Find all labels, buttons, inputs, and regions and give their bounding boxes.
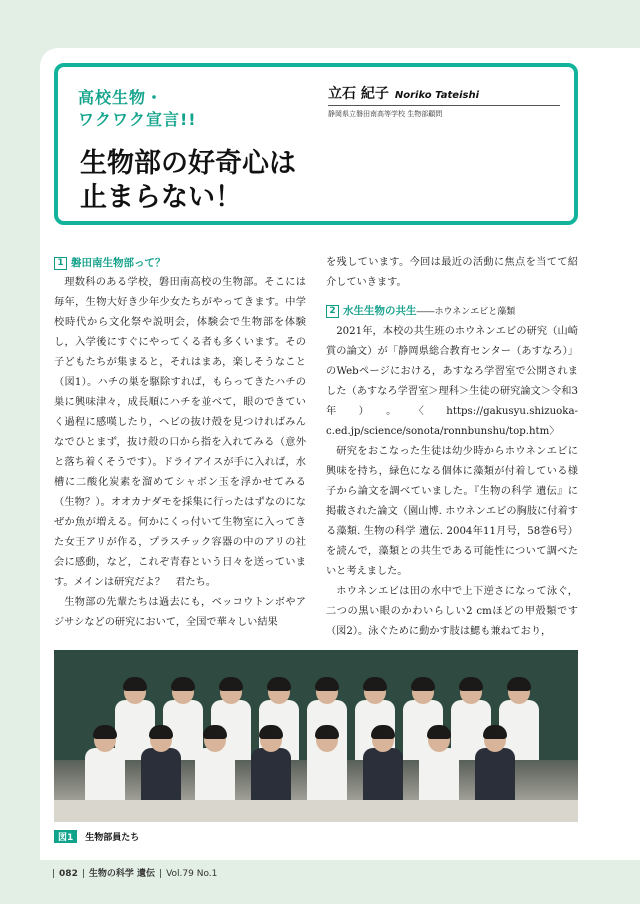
author-name [328,83,560,106]
member-hair [363,677,387,691]
member-hair [171,677,195,691]
text-column-right [326,253,578,642]
member-figure [419,748,459,808]
member-figure [85,748,125,808]
member-hair [411,677,435,691]
footer-separator: | [81,869,85,879]
figure-caption-text: 生物部員たち [85,833,140,843]
member-figure [363,748,403,808]
footer-separator: | [52,869,56,879]
member-hair [149,725,173,739]
series-title-line-2: ワクワク宣言!! [78,110,197,129]
section-1-continuation: を残しています。今回は最近の活動に焦点を当てて紹介していきます。 [326,257,578,288]
article-title [80,147,296,215]
author-affiliation: 静岡県立磐田南高等学校 生物部顧問 [328,110,443,118]
author-name-jp: 立石 紀子 [328,86,389,102]
author-name-roman: Noriko Tateishi [394,90,479,101]
section-1-paragraph: 生物部の先輩たちは過去にも，ベッコウトンボやアジサシなどの研究において，全国で華々しい結果 [54,597,306,628]
member-figure [195,748,235,808]
member-hair [483,725,507,739]
text-column-left [54,253,306,633]
section-2-paragraph: 2021年，本校の共生班のホウネンエビの研究（山崎賞の論文）が「静岡県総合教育センター（あすなろ）」のWebページにおける，あすなろ学習室で公開されました（あすなろ学習室＞理科＞生徒の研究論文＞令和3年）。〈https://gakusyu.shizuoka-c.ed.jp/science/sonota/ronnbunshu/top.htm〉 [326,326,578,437]
member-hair [267,677,291,691]
article-title-line-1: 生物部の好奇心は [80,148,296,179]
group-photo [54,650,578,822]
member-hair [123,677,147,691]
member-figure [251,748,291,808]
section-2-title: 水生生物の共生 [343,305,417,317]
member-figure [307,748,347,808]
article-title-line-2: 止まらない！ [80,182,242,213]
page-footer [52,866,221,879]
section-1-heading [54,253,306,273]
section-2-heading [326,301,578,322]
footer-separator: | [159,869,163,879]
section-2-paragraph: ホウネンエビは田の水中で上下逆さになって泳ぐ，二つの黒い眼のかわいらしい2 cmほどの甲殻類です（図2）。泳ぐために動かす肢は鰓も兼ねており， [326,586,578,637]
section-1-title: 磐田南生物部って？ [71,257,166,269]
section-1-paragraph: 理数科のある学校，磐田南高校の生物部。そこには毎年，生物大好き少年少女たちがやってきます。中学校時代から文化祭や説明会，体験会で生物部を体験し，入学後にすぐにやってくる者も多くいます。その子どもたちが集まると，それはまあ，楽しそうなこと（図1）。ハチの巣を駆除すれば，もらってきたハチの巣に興味津々，成長順にハチを並べて，眼のできていく過程に感嘆したり，ヘビの抜け殻を見つければみんなでひとまず，抜け殻の口から指を入れてみる（意外と落ち着くそうです）。ドライアイスが手に入れば，水槽に二酸化炭素を溜めてシャボン玉を浮かせてみる（生物？）。オオカナダモを採集に行ったはずなのになぜか魚が増える。何かにくっ付いて生物室に入ってきた女王アリが作る，プラスチック容器の中のアリの社会に感動，など，これぞ青春という日々を送っています。メインは研究だよ？ 君たち。 [54,277,306,588]
figure-label: 図1 [54,830,77,843]
member-hair [507,677,531,691]
section-2-subtitle: ――ホウネンエビと藻類 [416,307,516,317]
member-hair [93,725,117,739]
lab-table [54,800,578,822]
series-title-line-1: 高校生物・ [78,88,164,107]
journal-volume: Vol.79 No.1 [166,869,218,879]
member-hair [219,677,243,691]
member-hair [371,725,395,739]
title-box [54,63,578,225]
member-hair [459,677,483,691]
member-hair [315,677,339,691]
section-2-number: 2 [326,305,339,318]
journal-name: 生物の科学 遺伝 [88,869,156,879]
section-1-number: 1 [54,257,67,270]
member-hair [315,725,339,739]
member-hair [259,725,283,739]
member-figure [141,748,181,808]
series-title [78,87,197,131]
section-2-paragraph: 研究をおこなった生徒は幼少時からホウネンエビに興味を持ち，緑色になる個体に藻類が付着している様子から論文を調べていました。『生物の科学 遺伝』に掲載された論文（園山博. ホウネンエビの胸肢に付着する藻類. 生物の科学 遺伝. 2004年11月号，58巻6号）を読んで，藻類との共生である可能性について調べたいと考えました。 [326,446,578,577]
member-hair [427,725,451,739]
figure-caption [54,830,139,843]
page-number: 082 [59,869,78,879]
author-block [328,83,560,119]
member-figure [475,748,515,808]
member-hair [203,725,227,739]
